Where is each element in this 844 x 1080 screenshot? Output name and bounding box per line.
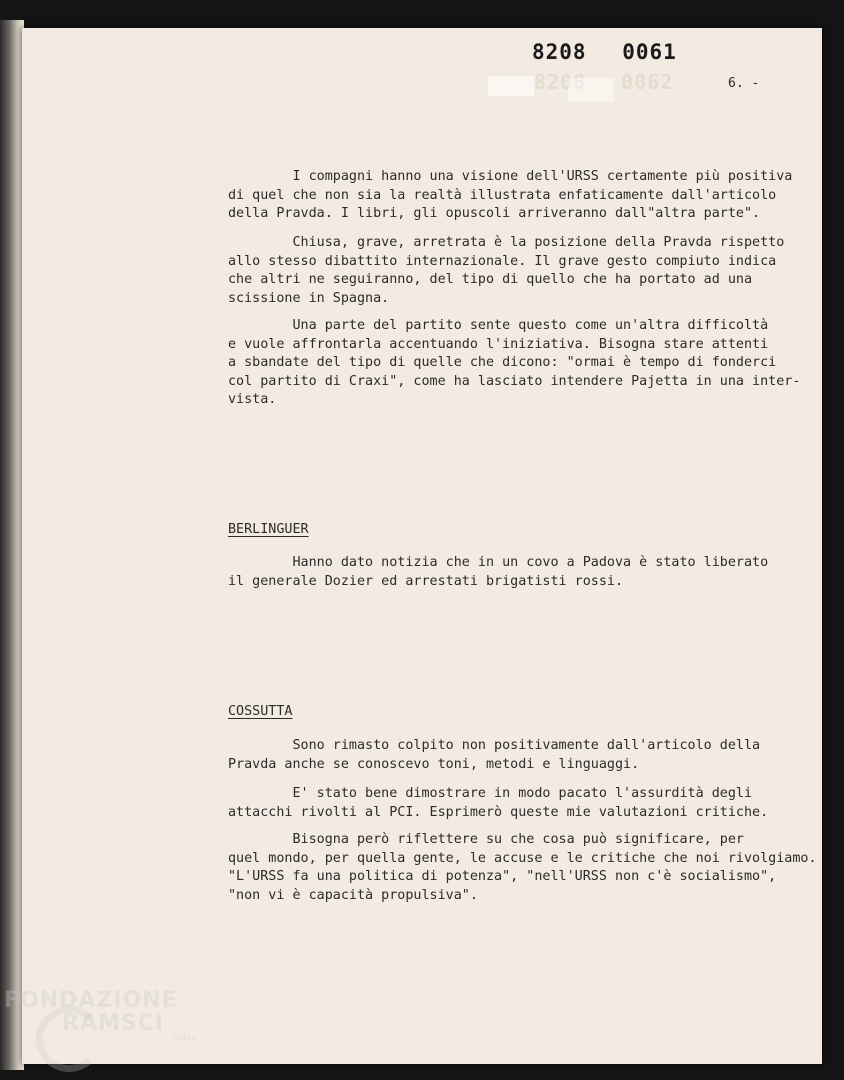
page-stack-edge <box>0 20 24 1070</box>
paragraph: Una parte del partito sente questo come un'altra difficoltà e vuole affrontarla accentuando l'iniziativa. Bisogna stare attenti a sbandate del tipo di quelle che dicono: "ormai è tempo di fonderci col partito di Craxi", come ha lasciato intendere Pajetta in una inter- vista. <box>228 318 801 407</box>
paragraph: Hanno dato notizia che in un covo a Padova è stato liberato il generale Dozier ed arrestati brigatisti rossi. <box>228 555 769 589</box>
stamp-number: 0061 <box>622 40 677 64</box>
paragraph: Sono rimasto colpito non positivamente dall'articolo della Pravda anche se conoscevo toni, metodi e linguaggi. <box>228 738 761 772</box>
watermark-line3: onlus <box>172 1033 197 1043</box>
paragraph: Bisogna però riflettere su che cosa può significare, per quel mondo, per quella gente, le accuse e le critiche che noi rivolgiamo. "L'URSS fa una politica di potenza", "nell'URSS non c'è socialismo", "non vi è capacità propulsiva". <box>228 832 817 903</box>
paragraph: I compagni hanno una visione dell'URSS certamente più positiva di quel che non sia la realtà illustrata enfaticamente dall'articolo della Pravda. I libri, gli opuscoli arriveranno dall"altra parte". <box>228 169 793 221</box>
archive-stamp <box>532 40 677 64</box>
speaker-heading: COSSUTTA <box>228 704 293 719</box>
paragraph: Chiusa, grave, arretrata è la posizione della Pravda rispetto allo stesso dibattito internazionale. Il grave gesto compiuto indica che altri ne seguiranno, del tipo di quello che ha portato ad una scissione in Spagna. <box>228 235 785 306</box>
paragraph: E' stato bene dimostrare in modo pacato l'assurdità degli attacchi rivolti al PCI. Esprimerò queste mie valutazioni critiche. <box>228 786 769 820</box>
stamp-series: 8208 <box>532 40 587 64</box>
tape-strip <box>488 76 534 96</box>
watermark-logo <box>4 988 214 1043</box>
watermark-line1: FONDAZIONE <box>4 988 178 1013</box>
speaker-heading: BERLINGUER <box>228 522 309 537</box>
tape-strip <box>568 78 614 102</box>
document-page <box>22 28 822 1064</box>
page-number: 6. - <box>728 76 760 91</box>
watermark-g-mark <box>36 1006 102 1072</box>
watermark-line2: RAMSCI <box>62 1011 165 1036</box>
bleed-through-number: 8208 0062 <box>534 70 674 94</box>
